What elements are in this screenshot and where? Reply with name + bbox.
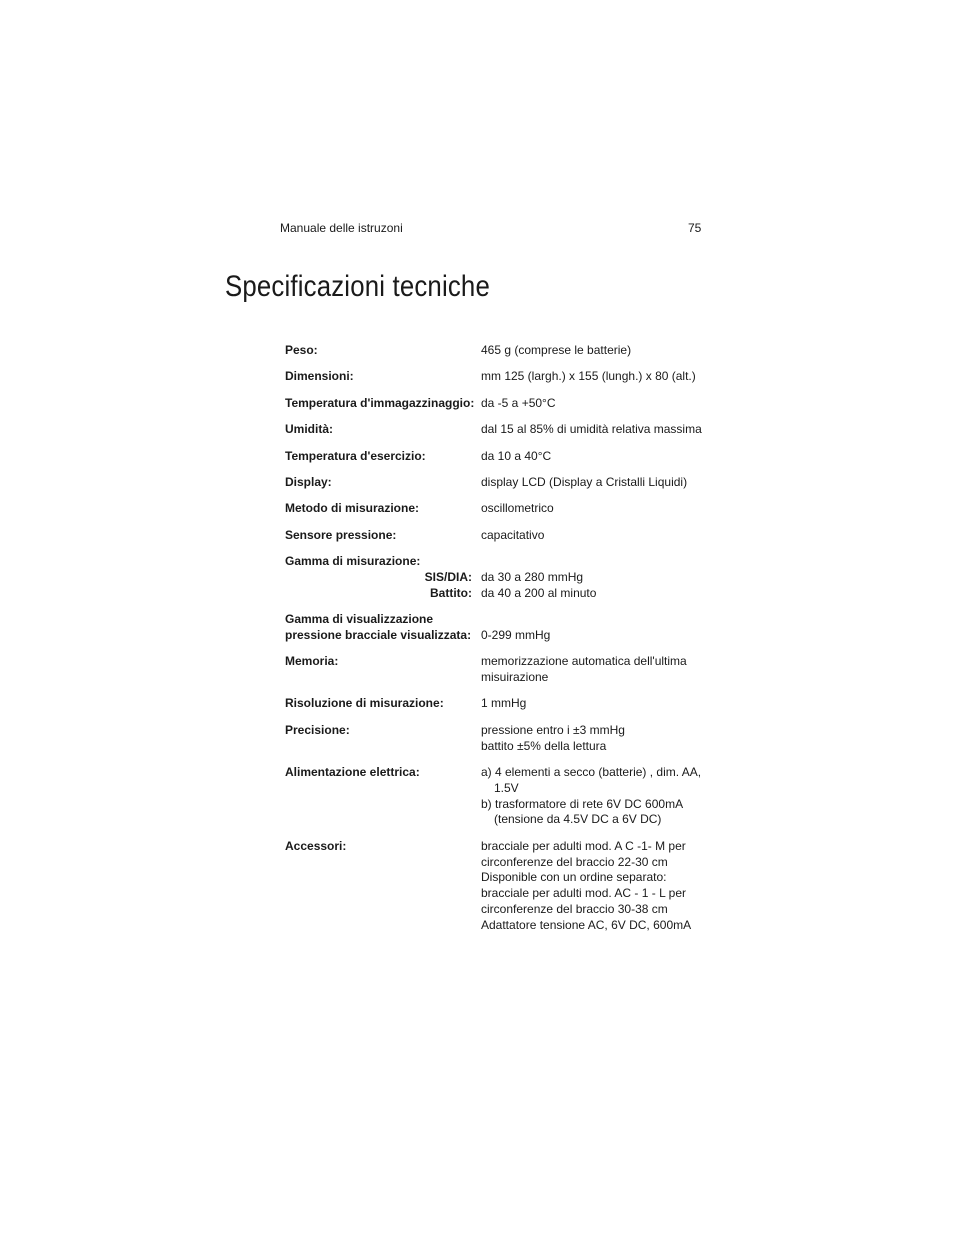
spec-row-power (285, 765, 715, 828)
spec-value-pulse: da 40 a 200 al minuto (481, 585, 597, 600)
spec-label: Gamma di misurazione: (285, 554, 421, 569)
spec-label: Metodo di misurazione: (285, 501, 420, 516)
spec-value: 0-299 mmHg (481, 627, 551, 642)
spec-value: circonferenze del braccio 30-38 cm (481, 902, 668, 917)
spec-value: battito ±5% della lettura (481, 738, 607, 753)
spec-value: bracciale per adulti mod. A C -1- M per (481, 838, 686, 853)
spec-value: mm 125 (largh.) x 155 (lungh.) x 80 (alt.) (481, 369, 696, 384)
spec-row-accessories (285, 839, 715, 934)
spec-label: Memoria: (285, 654, 339, 669)
spec-sublabel-sys-dia: SIS/DIA: (424, 569, 472, 584)
spec-label-group (285, 612, 481, 644)
spec-value: (tensione da 4.5V DC a 6V DC) (494, 812, 662, 827)
spec-row-resolution (285, 696, 715, 712)
spec-label: Temperatura d'immagazzinaggio: (285, 395, 475, 410)
spec-row-display-range (285, 612, 715, 644)
spec-value-group (481, 765, 715, 828)
spec-label: Display: (285, 474, 332, 489)
page-number: 75 (688, 221, 702, 235)
spec-value: dal 15 al 85% di umidità relativa massima (481, 422, 702, 437)
spec-label: pressione bracciale visualizzata: (285, 627, 472, 642)
spec-row-measurement-range (285, 554, 715, 601)
page-title: Specificazioni tecniche (225, 270, 490, 303)
spec-value-group (481, 723, 715, 755)
spec-value: Disponible con un ordine separato: (481, 870, 667, 885)
spec-label: Risoluzione di misurazione: (285, 696, 444, 711)
spec-row-operating-temperature (285, 449, 715, 465)
spec-label: Gamma di visualizzazione (285, 612, 434, 627)
spec-label: Sensore pressione: (285, 527, 397, 542)
spec-row-accuracy (285, 723, 715, 755)
spec-value: Adattatore tensione AC, 6V DC, 600mA (481, 917, 692, 932)
spec-value: b) trasformatore di rete 6V DC 600mA (481, 796, 684, 811)
spec-table (285, 343, 715, 944)
spec-value: a) 4 elementi a secco (batterie) , dim. AA, (481, 765, 702, 780)
spec-row-dimensions (285, 369, 715, 385)
spec-value: 465 g (comprese le batterie) (481, 343, 632, 357)
spec-row-humidity (285, 422, 715, 438)
running-header-title: Manuale delle istruzoni (280, 221, 403, 235)
spec-row-sensor (285, 528, 715, 544)
spec-row-weight (285, 343, 715, 359)
spec-label: Peso: (285, 343, 318, 357)
spec-label: Temperatura d'esercizio: (285, 448, 426, 463)
spec-value: bracciale per adulti mod. AC - 1 - L per (481, 886, 686, 901)
spec-value: oscillometrico (481, 501, 554, 516)
spec-value-group (481, 654, 715, 686)
spec-value: capacitativo (481, 527, 545, 542)
spec-value: misuirazione (481, 670, 549, 685)
spec-row-memory (285, 654, 715, 686)
spec-value: memorizzazione automatica dell'ultima (481, 654, 687, 669)
spec-label: Precisione: (285, 722, 350, 737)
spec-value-group (481, 554, 715, 601)
spec-label: Accessori: (285, 838, 347, 853)
spec-row-storage-temperature (285, 396, 715, 412)
spec-sublabel-pulse: Battito: (430, 585, 472, 600)
spec-label: Alimentazione elettrica: (285, 765, 420, 780)
spec-label-group (285, 554, 481, 601)
spec-value-sys-dia: da 30 a 280 mmHg (481, 569, 584, 584)
spec-value: 1 mmHg (481, 696, 527, 711)
spec-value: da -5 a +50°C (481, 395, 556, 410)
spec-label: Umidità: (285, 422, 333, 437)
spec-row-method (285, 501, 715, 517)
spec-value: display LCD (Display a Cristalli Liquidi) (481, 474, 688, 489)
spec-value-group (481, 839, 715, 934)
spec-value: circonferenze del braccio 22-30 cm (481, 854, 668, 869)
spec-value-group (481, 612, 715, 644)
spec-label: Dimensioni: (285, 369, 354, 384)
spec-value: da 10 a 40°C (481, 448, 552, 463)
spec-value: 1.5V (494, 780, 519, 795)
spec-value: pressione entro i ±3 mmHg (481, 722, 625, 737)
spec-row-display (285, 475, 715, 491)
